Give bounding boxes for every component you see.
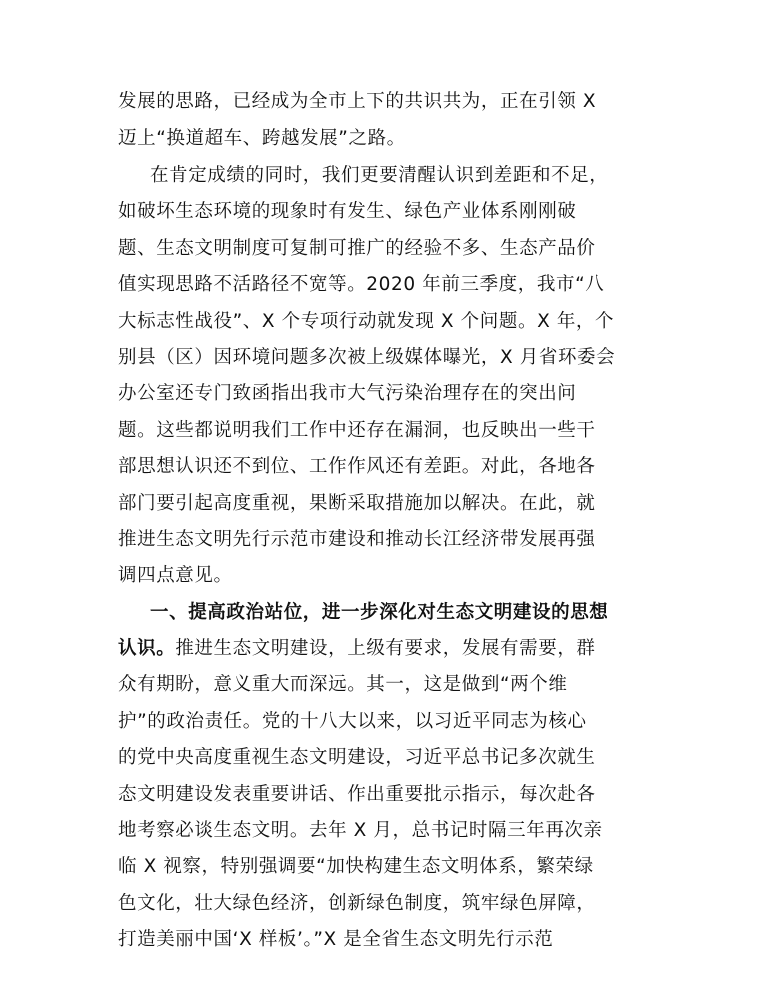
paragraph-start-line: 在肯定成绩的同时，我们更要清醒认识到差距和不足，: [150, 165, 609, 186]
section-body-start: 推进生态文明建设，上级有要求，发展有需要，群: [175, 638, 596, 659]
section-heading-line: 一、提高政治站位，进一步深化对生态文明建设的思想: [150, 602, 609, 623]
text-line: 打造美丽中国‘X 样板’。”X 是全省生态文明先行示范: [118, 929, 554, 950]
text-line: 迈上“换道超车、跨越发展”之路。: [118, 128, 406, 149]
text-line: 题、生态文明制度可复制可推广的经验不多、生态产品价: [118, 238, 596, 259]
section-heading-continuation: [118, 633, 596, 665]
text-line: 色文化，壮大绿色经济，创新绿色制度，筑牢绿色屏障，: [118, 893, 596, 914]
text-line: 部门要引起高度重视，果断采取措施加以解决。在此，就: [118, 493, 596, 514]
text-line: 地考察必谈生态文明。去年 X 月，总书记时隔三年再次亲: [118, 820, 603, 841]
text-line: 临 X 视察，特别强调要“加快构建生态文明体系，繁荣绿: [118, 856, 594, 877]
text-line: 别县（区）因环境问题多次被上级媒体曝光，X 月省环委会: [118, 347, 616, 368]
text-line: 态文明建设发表重要讲话、作出重要批示指示，每次赴各: [118, 784, 596, 805]
text-line: 题。这些都说明我们工作中还存在漏洞，也反映出一些干: [118, 420, 596, 441]
text-line: 众有期盼，意义重大而深远。其一，这是做到“两个维: [118, 674, 568, 695]
text-line: 发展的思路，已经成为全市上下的共识共为，正在引领 X: [118, 91, 597, 112]
text-line: 大标志性战役”、X 个专项行动就发现 X 个问题。X 年，个: [118, 311, 615, 332]
text-line: 办公室还专门致函指出我市大气污染治理存在的突出问: [118, 383, 577, 404]
section-heading-end: 认识。: [118, 638, 176, 659]
text-line: 护”的政治责任。党的十八大以来，以习近平同志为核心: [118, 711, 587, 732]
text-line: 的党中央高度重视生态文明建设，习近平总书记多次就生: [118, 747, 596, 768]
text-line: 如破坏生态环境的现象时有发生、绿色产业体系刚刚破: [118, 201, 577, 222]
text-line: 推进生态文明先行示范市建设和推动长江经济带发展再强: [118, 529, 596, 550]
text-line: 值实现思路不活路径不宽等。2020 年前三季度，我市“八: [118, 274, 605, 295]
text-line: 部思想认识还不到位、工作作风还有差距。对此，各地各: [118, 456, 596, 477]
text-line: 调四点意见。: [118, 565, 233, 586]
